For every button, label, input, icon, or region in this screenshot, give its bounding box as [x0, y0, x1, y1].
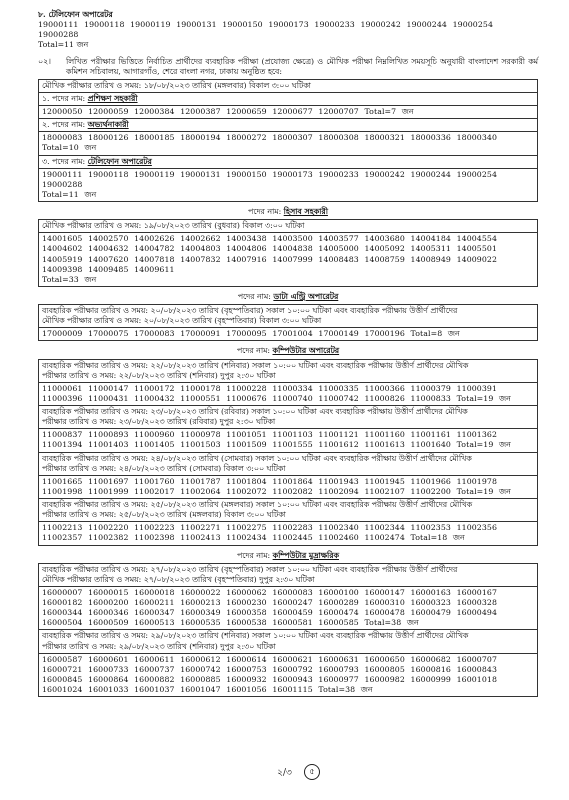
- section-title: ৮. টেলিফোন অপারেটর: [38, 10, 113, 19]
- schedule-lines: [39, 630, 538, 653]
- total-count: Total=11 জন: [38, 40, 89, 50]
- post-label: ২. পদের নাম:: [42, 120, 88, 130]
- roll-numbers: 19000111 19000118 19000119 19000131 19000150 19000173 19000233 19000242 19000244 19000254 19000288: [38, 20, 494, 40]
- seal-mark: ৫: [304, 764, 320, 780]
- schedule-lines: [39, 499, 538, 522]
- schedule-lines: [39, 563, 538, 586]
- post-title-accounts-assistant: [38, 207, 538, 217]
- roll-numbers: 17000009 17000075 17000083 17000091 17000095 17001004 17000149 17000196: [42, 329, 405, 339]
- post-name: ডাটা এন্ট্রি অপারেটর: [273, 291, 339, 301]
- roll-list: [39, 168, 538, 201]
- total-count: Total=19 জন: [456, 440, 511, 450]
- data-entry-table: [38, 304, 538, 341]
- section-telephone-operator: [38, 10, 538, 51]
- post-name: কম্পিউটার অপারেটর: [272, 346, 340, 356]
- post-title-computer-typist: [38, 551, 538, 561]
- schedule-lines: [39, 406, 538, 429]
- total-count: Total=7 জন: [364, 107, 414, 116]
- post-label: ১. পদের নাম:: [42, 93, 88, 103]
- total-count: Total=19 জন: [456, 486, 511, 496]
- total-count: Total=33 জন: [42, 274, 97, 284]
- practical-date-line: ব্যবহারিক পরীক্ষার তারিখ ও সময়: ২০/০৮/২০২৩ তারিখ (বৃহস্পতিবার) সকাল ১০:০০ ঘটিকা এবং ব্যবহারিক পরীক্ষায় উত্তীর্ণ প্রার্থীদের: [42, 306, 458, 315]
- post-name: কম্পিউটার মুদ্রাক্ষরিক: [272, 550, 339, 560]
- roll-list: [39, 382, 538, 405]
- practical-date-line: ব্যবহারিক পরীক্ষার তারিখ ও সময়: ২৪/০৮/২০২৩ তারিখ (সোমবার) সকাল ১০:০০ ঘটিকা এবং ব্যবহারিক পরীক্ষায় উত্তীর্ণ প্রার্থীদের মৌখিক: [42, 453, 472, 463]
- roll-list: [39, 429, 538, 452]
- post-name: প্রশিক্ষণ সহকারী: [87, 93, 138, 103]
- post-label: পদের নাম:: [237, 291, 274, 301]
- total-count: Total=19 জন: [456, 393, 511, 403]
- practical-date-line: ব্যবহারিক পরীক্ষার তারিখ ও সময়: ২৫/০৮/২০২৩ তারিখ (মঙ্গলবার) সকাল ১০:০০ ঘটিকা এবং ব্যবহারিক পরীক্ষায় উত্তীর্ণ প্রার্থীদের মৌখিক: [42, 500, 473, 509]
- post-3: [39, 155, 538, 168]
- post-label: পদের নাম:: [248, 207, 284, 216]
- schedule-lines: [39, 359, 538, 382]
- post-label: পদের নাম:: [236, 550, 273, 560]
- roll-list: [39, 328, 538, 341]
- roll-numbers: 11002213 11002220 11002223 11002271 11002275 11002283 11002340 11002344 11002353 11002356 11002357 11002382 11002398 11002413 11002434 11002445 11002460 11002474: [42, 523, 498, 543]
- post-label: ৩. পদের নাম:: [42, 156, 88, 166]
- viva-date-line: পরীক্ষার তারিখ ও সময়: ২২/০৮/২০২৩ তারিখ (শনিবার) দুপুর ২:৩০ ঘটিকা: [42, 370, 276, 380]
- accounts-assistant-table: [38, 219, 538, 287]
- total-count: Total=8 জন: [410, 329, 460, 339]
- practical-date-line: ব্যবহারিক পরীক্ষার তারিখ ও সময়: ২৯/০৮/২০২৩ তারিখ (শনিবার) সকাল ১০:০০ ঘটিকা এবং ব্যবহারিক পরীক্ষায় উত্তীর্ণ প্রার্থীদের মৌখিক: [42, 631, 469, 641]
- viva-date-line: পরীক্ষার তারিখ ও সময়: ২৯/০৮/২০২৩ তারিখ (শনিবার) দুপুর ২:৩০ ঘটিকা: [42, 641, 276, 651]
- page-number: ২/৩: [277, 768, 292, 778]
- roll-numbers: 16000587 16000601 16000611 16000612 16000614 16000621 16000631 16000650 16000682 16000707 16000721 16000733 16000737 16000742 16000753 16000792 16000793 16000805 16000816 16000843 16000845 16000864 16000882 16000885 16000932 16000943 16000977 16000982 16000999 16001018 16001024 16001033 16001037 16001047 16001056 16001115: [42, 654, 498, 694]
- viva-date-line: মৌখিক পরীক্ষার তারিখ ও সময়: ২৭/০৮/২০২৩ তারিখ (বৃহস্পতিবার) দুপুর ২:৩০ ঘটিকা: [42, 574, 315, 584]
- post-1: [39, 92, 538, 105]
- post-name: অভ্যর্থনাকারী: [87, 120, 129, 130]
- post-name: হিসাব সহকারী: [283, 207, 328, 216]
- post-title-data-entry: [38, 292, 538, 302]
- roll-numbers: 11001665 11001697 11001760 11001787 11001804 11001864 11001943 11001945 11001966 11001978 11001998 11001999 11002017 11002064 11002072 11002082 11002094 11002107 11002200: [42, 476, 498, 496]
- viva-date-line: পরীক্ষার তারিখ ও সময়: ২৩/০৮/২০২৩ তারিখ (রবিবার) দুপুর ২:৩০ ঘটিকা: [42, 417, 276, 427]
- roll-list: [39, 233, 538, 287]
- post-name: টেলিফোন অপারেটর: [87, 156, 152, 166]
- roll-list: [39, 653, 538, 697]
- total-count: Total=38 জন: [364, 618, 419, 628]
- post-title-computer-operator: [38, 346, 538, 356]
- viva-date-line: মৌখিক পরীক্ষার তারিখ ও সময়: ১৮/০৮/২০২৩ তারিখ (মঙ্গলবার) বিকাল ৩:০০ ঘটিকা: [39, 79, 538, 92]
- practical-date-line: ব্যবহারিক পরীক্ষার তারিখ ও সময়: ২৩/০৮/২০২৩ তারিখ (রবিবার) সকাল ১০:০০ ঘটিকা এবং ব্যবহারিক পরীক্ষায় উত্তীর্ণ প্রার্থীদের মৌখিক: [42, 407, 468, 416]
- viva-date-line: মৌখিক পরীক্ষার তারিখ ও সময়: ১৯/০৮/২০২৩ তারিখ (বুধবার) বিকাল ৩:০০ ঘটিকা: [39, 220, 538, 233]
- document-page: [38, 10, 538, 697]
- practical-date-line: ব্যবহারিক পরীক্ষার তারিখ ও সময়: ২৭/০৮/২০২৩ তারিখ (বৃহস্পতিবার) সকাল ১০:০০ ঘটিকা এবং ব্যবহারিক পরীক্ষায় উত্তীর্ণ প্রার্থীদের: [42, 564, 458, 574]
- roll-numbers: 12000050 12000059 12000384 12000387 12000659 12000677 12000707: [42, 107, 359, 116]
- viva-schedule-table-1: [38, 79, 538, 202]
- total-count: Total=18 জন: [410, 533, 465, 543]
- viva-date-line: মৌখিক পরীক্ষার তারিখ ও সময়: ২০/০৮/২০২৩ তারিখ (বৃহস্পতিবার) বিকাল ৩:০০ ঘটিকা: [42, 316, 322, 326]
- schedule-lines: [39, 452, 538, 475]
- viva-date-line: পরীক্ষার তারিখ ও সময়: ২৪/০৮/২০২৩ তারিখ (সোমবার) বিকাল ৩:০০ ঘটিকা: [42, 463, 286, 473]
- post-2: [39, 119, 538, 132]
- roll-numbers: 16000007 16000015 16000018 16000022 16000062 16000083 16000100 16000147 16000163 16000167 16000182 16000200 16000211 16000213 16000230 16000247 16000289 16000310 16000323 16000328 16000344 16000346 16000347 16000349 16000358 16000459 16000474 16000478 16000479 16000494 16000504 16000509 16000513 16000535 16000538 16000581 16000585: [42, 587, 498, 628]
- notice-number: ০২।: [38, 56, 51, 66]
- roll-list: [39, 106, 538, 119]
- roll-list: [39, 586, 538, 630]
- roll-list: [39, 132, 538, 155]
- total-count: Total=11 জন: [42, 189, 97, 199]
- practical-date-line: ব্যবহারিক পরীক্ষার তারিখ ও সময়: ২২/০৮/২০২৩ তারিখ (শনিবার) সকাল ১০:০০ ঘটিকা এবং ব্যবহারিক পরীক্ষায় উত্তীর্ণ প্রার্থীদের মৌখিক: [42, 360, 469, 370]
- schedule-lines: [39, 305, 538, 328]
- roll-numbers: 11000837 11000893 11000960 11000978 11001051 11001103 11001121 11001160 11001161 11001362 11001394 11001403 11001405 11001503 11001509 11001555 11001612 11001613 11001640: [42, 430, 498, 450]
- roll-numbers: 11000061 11000147 11000172 11000178 11000228 11000334 11000335 11000366 11000379 11000391 11000396 11000431 11000432 11000551 11000676 11000740 11000742 11000826 11000833: [42, 383, 498, 403]
- total-count: Total=38 জন: [318, 685, 373, 694]
- roll-numbers: 19000111 19000118 19000119 19000131 19000150 19000173 19000233 19000242 19000244 19000254 19000288: [42, 169, 498, 189]
- total-count: Total=10 জন: [42, 143, 97, 153]
- computer-typist-table: [38, 563, 538, 698]
- notice-text: লিখিত পরীক্ষার ভিত্তিতে নির্বাচিত প্রার্থীদের ব্যবহারিক পরীক্ষা (প্রযোজ্য ক্ষেত্রে) ও মৌখিক পরীক্ষা নিম্নলিখিত সময়সূচি অনুযায়ী বাংলাদেশ সরকারী কর্ম কমিশন সচিবালয়, আগারগাঁও, শেরে বাংলা নগর, ঢাকায় অনুষ্ঠিত হবে:: [66, 56, 538, 76]
- notice-paragraph: [38, 57, 538, 77]
- roll-numbers: 18000083 18000126 18000185 18000194 18000272 18000307 18000308 18000321 18000336 18000340: [42, 133, 498, 143]
- roll-list: [38, 20, 538, 40]
- viva-date-line: পরীক্ষার তারিখ ও সময়: ২৫/০৮/২০২৩ তারিখ (মঙ্গলবার) বিকাল ৩:০০ ঘটিকা: [42, 510, 286, 520]
- roll-list: [39, 475, 538, 498]
- computer-operator-table: [38, 359, 538, 546]
- post-label: পদের নাম:: [236, 346, 273, 356]
- roll-numbers: 14001605 14002570 14002626 14002662 14003438 14003500 14003577 14003680 14004184 14004554 14004602 14004632 14004782 14004803 14004806 14004838 14005000 14005092 14005311 14005501 14005919 14007620 14007818 14007832 14007916 14007999 14008483 14008759 14008949 14009022 14009398 14009485 14009611: [42, 234, 498, 274]
- roll-list: [39, 522, 538, 545]
